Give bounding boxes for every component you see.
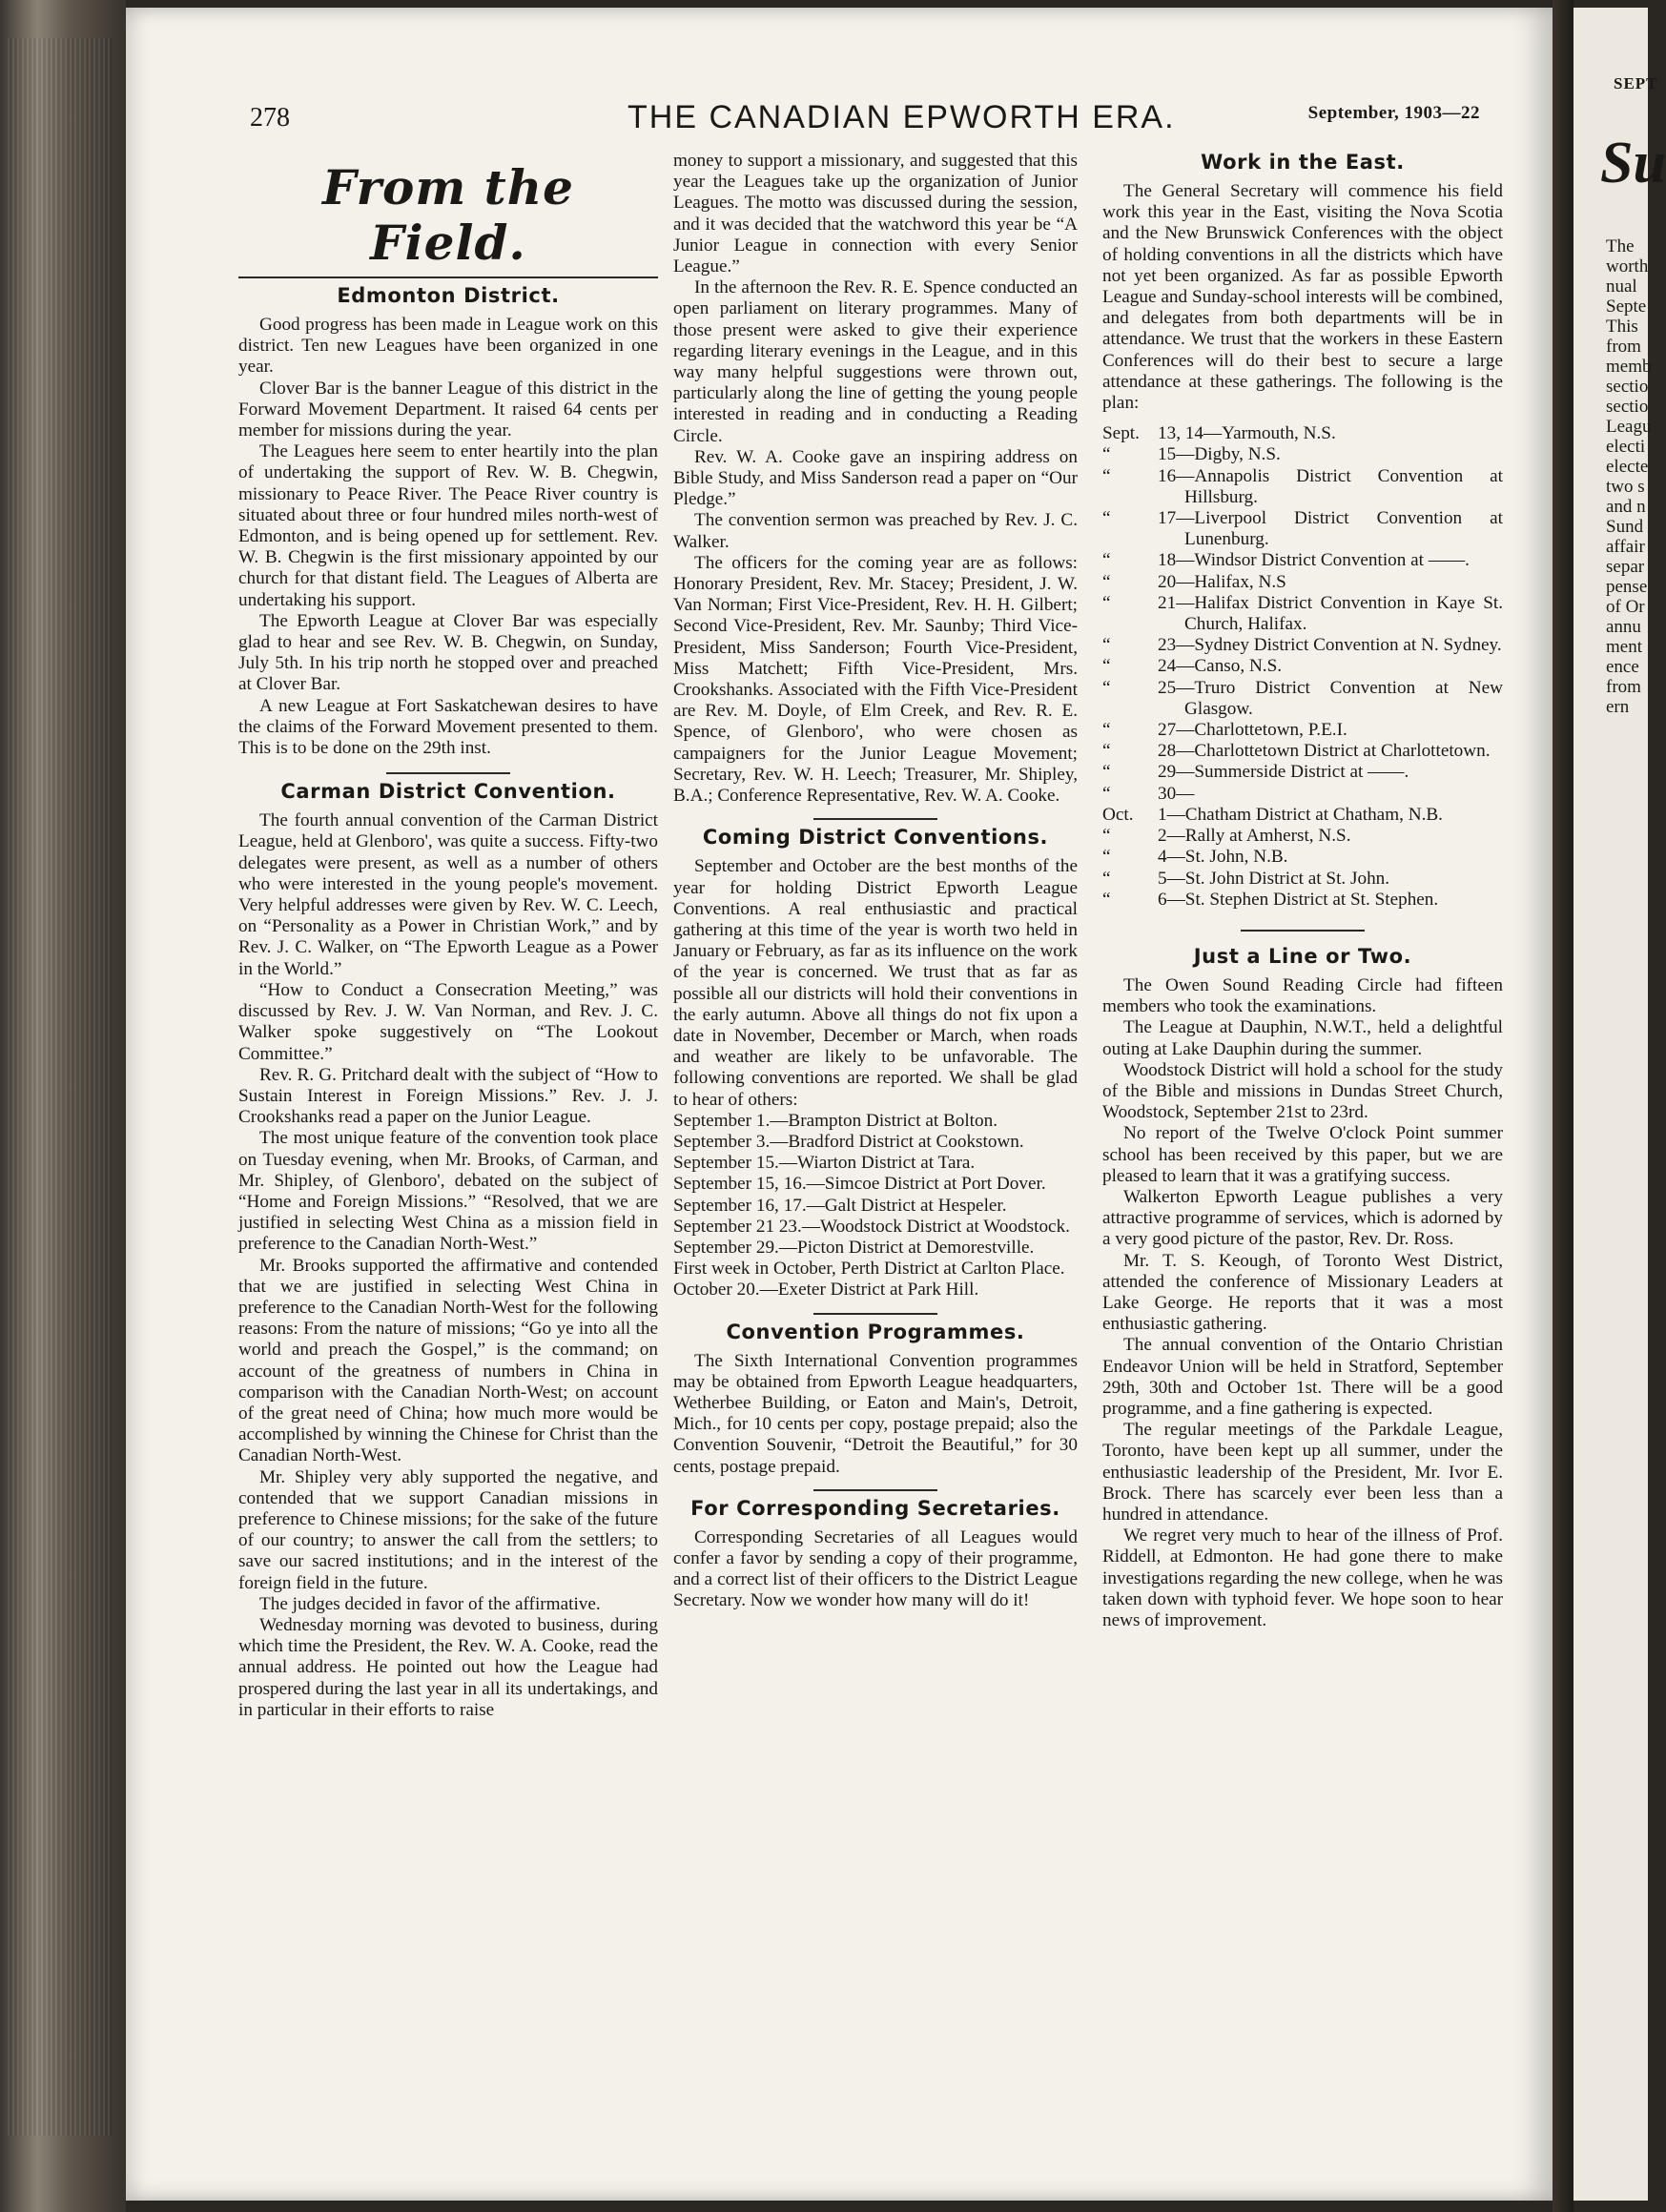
plan-row (1102, 508, 1503, 550)
edmonton-paragraph: Good progress has been made in League work on this district. Ten new Leagues have been organized in one year. (238, 315, 658, 378)
edmonton-paragraph: A new League at Fort Saskatchewan desires to have the claims of the Forward Movement presented to them. This is to be done on the 29th inst. (238, 695, 658, 759)
news-item: The League at Dauphin, N.W.T., held a delightful outing at Lake Dauphin during the summer. (1102, 1017, 1503, 1059)
facing-page-line: memb (1606, 357, 1652, 377)
facing-page-line: two s (1606, 477, 1645, 497)
plan-month-mark: “ (1102, 720, 1111, 741)
carman-paragraph: The most unique feature of the convention took place on Tuesday evening, when Mr. Brooks, of Carman, and Mr. Shipley, of Glenboro', debated on the subject of “Home and Foreign Missions.” “Resolved, that we are justified in selecting West China as a mission field in preference to the Canadian North-West.” (238, 1128, 658, 1255)
page-edges (8, 38, 113, 2136)
plan-month-mark: “ (1102, 635, 1111, 656)
plan-entry: 23—Sydney District Convention at N. Sydney. (1158, 635, 1502, 656)
schedule-item: First week in October, Perth District at Carlton Place. (673, 1259, 1065, 1280)
news-item: The regular meetings of the Parkdale League, Toronto, have been kept up all summer, under the enthusiastic leadership of the President, Mr. Ivor E. Brock. There has scarcely ever been less than a hundred in attendance. (1102, 1420, 1503, 1525)
plan-entry: 27—Charlottetown, P.E.I. (1158, 720, 1347, 741)
facing-page-running-head: SEPT (1614, 74, 1658, 92)
facing-page-line: Sund (1606, 517, 1644, 537)
coming-conventions-intro: September and October are the best months of the year for holding District Epworth League Conventions. A real enthusiastic and practical gathering at this time of the year is worth two held in January or February, as far as its influence on the work of the year is concerned. We trust that as far as possible all our districts will hold their conventions in the early autumn. Above all things do not fix upon a date in November, December or March, when roads and weather are likely to be unfavorable. The following conventions are reported. We shall be glad to hear of others: (673, 856, 1078, 1110)
facing-page-line: This (1606, 317, 1638, 337)
plan-row (1102, 466, 1503, 508)
carman-paragraph: “How to Conduct a Consecration Meeting,” was discussed by Rev. J. W. Van Norman, and Rev. J. C. Walker spoke suggestively on “The Lookout Committee.” (238, 979, 658, 1064)
facing-page-line: annu (1606, 617, 1641, 637)
plan-row (1102, 869, 1503, 890)
schedule-item: October 20.—Exeter District at Park Hill. (673, 1280, 979, 1301)
plan-month-mark: “ (1102, 889, 1111, 910)
plan-month-mark: Oct. (1102, 804, 1134, 825)
plan-entry: 6—St. Stephen District at St. Stephen. (1158, 889, 1439, 910)
facing-page-line: affair (1606, 537, 1645, 557)
plan-entry: 20—Halifax, N.S (1158, 571, 1286, 592)
plan-month-mark: “ (1102, 571, 1111, 592)
schedule-item: September 29.—Picton District at Demorestville. (673, 1237, 1035, 1258)
plan-month-mark: “ (1102, 741, 1111, 762)
news-item: Walkerton Epworth League publishes a very attractive programme of services, which is adorned by a very good picture of the pastor, Rev. Dr. Ross. (1102, 1186, 1503, 1250)
schedule-item: September 3.—Bradford District at Cookstown. (673, 1131, 1024, 1152)
facing-page-line: and n (1606, 497, 1646, 517)
facing-page-line: separ (1606, 557, 1645, 577)
schedule-item: September 21 23.—Woodstock District at Woodstock. (673, 1216, 1070, 1237)
book-gutter (1553, 0, 1573, 2212)
divider (238, 276, 658, 278)
plan-month-mark: “ (1102, 465, 1111, 486)
column-2 (673, 151, 1078, 1612)
corresponding-text: Corresponding Secretaries of all Leagues would confer a favor by sending a copy of their programme, and a correct list of their officers to the District League Secretary. Now we wonder how many will do it! (673, 1526, 1078, 1611)
plan-month-mark: “ (1102, 826, 1111, 847)
divider (813, 1313, 937, 1315)
plan-entry: 18—Windsor District Convention at ——. (1158, 550, 1470, 571)
edmonton-heading: Edmonton District. (337, 284, 560, 307)
news-item: Woodstock District will hold a school for the study of the Bible and missions in Dundas Street Church, Woodstock, September 21st to 23rd. (1102, 1059, 1503, 1123)
coming-conventions-heading: Coming District Conventions. (702, 826, 1049, 850)
schedule-item: September 16, 17.—Galt District at Hespeler. (673, 1195, 1007, 1216)
plan-row (1102, 444, 1503, 465)
plan-entry: 28—Charlottetown District at Charlottetown. (1158, 741, 1491, 762)
divider (1241, 930, 1365, 932)
news-item: Mr. T. S. Keough, of Toronto West District, attended the conference of Missionary Leaders at Lake George. He reports that it was a most enthusiastic gathering. (1102, 1250, 1503, 1335)
schedule-item: September 1.—Brampton District at Bolton. (673, 1110, 998, 1131)
news-item: The Owen Sound Reading Circle had fifteen members who took the examinations. (1102, 974, 1503, 1017)
plan-entry: 21—Halifax District Convention in Kaye St. Church, Halifax. (1158, 592, 1503, 635)
page-number: 278 (250, 103, 290, 133)
carman-paragraph: The convention sermon was preached by Rev. J. C. Walker. (673, 510, 1078, 552)
plan-entry: 29—Summerside District at ——. (1158, 762, 1409, 783)
plan-row (1102, 890, 1503, 911)
plan-month-mark: “ (1102, 868, 1111, 889)
carman-paragraph: The officers for the coming year are as follows: Honorary President, Rev. Mr. Stacey; President, J. W. Van Norman; First Vice-President, Rev. H. H. Gilbert; Second Vice-President, Rev. Mr. Saunby; Third Vice-President, Miss Sanderson; Fourth Vice-President, Miss Matchett; Fifth Vice-President, Mrs. Crookshanks. Associated with the Fifth Vice-President are Rev. M. Doyle, of Elm Creek, and Rev. R. E. Spence, of Glenboro', who were chosen as campaigners for the Junior League Movement; Secretary, Rev. W. H. Leech; Treasurer, Mr. Shipley, B.A.; Conference Representative, Rev. W. A. Cooke. (673, 552, 1078, 807)
corresponding-heading: For Corresponding Secretaries. (690, 1496, 1060, 1520)
plan-month-mark: “ (1102, 677, 1111, 698)
plan-row (1102, 572, 1503, 593)
plan-month-mark: “ (1102, 444, 1111, 465)
line-or-two-items (1102, 975, 1503, 1631)
plan-row (1102, 423, 1503, 444)
plan-month-mark: “ (1102, 508, 1111, 529)
plan-row (1102, 593, 1503, 635)
facing-page-line: ment (1606, 637, 1642, 657)
divider (813, 818, 937, 820)
plan-row (1102, 720, 1503, 741)
department-title: From the Field. (322, 159, 574, 271)
programmes-text: The Sixth International Convention programmes may be obtained from Epworth League headquarters, Wetherbee Building, or Eaton and Main's, Detroit, Mich., for 10 cents per copy, postage prepaid; also the Convention Souvenir, “Detroit the Beautiful,” for 30 cents, postage prepaid. (673, 1350, 1078, 1477)
carman-paragraph: Mr. Brooks supported the affirmative and contended that we are justified in selecting West China in preference to the Canadian North-West for the following reasons: From the nature of missions; “Go ye into all the world and preach the Gospel,” is the command; on account of the greatness of numbers in China in comparison with the Canadian North-West; on account of the great need of China; how much more would be accomplished by winning the Chinese for Christ than the Canadian North-West. (238, 1255, 658, 1466)
divider (813, 1489, 937, 1491)
plan-row (1102, 635, 1503, 656)
plan-entry: 2—Rally at Amherst, N.S. (1158, 826, 1351, 847)
plan-row (1102, 741, 1503, 762)
plan-month-mark: “ (1102, 847, 1111, 868)
plan-entry: 1—Chatham District at Chatham, N.B. (1158, 804, 1443, 825)
plan-entry: 5—St. John District at St. John. (1158, 868, 1390, 889)
schedule-item: September 15, 16.—Simcoe District at Port Dover. (673, 1174, 1046, 1195)
plan-entry: 16—Annapolis District Convention at Hillsburg. (1158, 465, 1503, 507)
facing-page-line: electi (1606, 437, 1646, 457)
edmonton-paragraph: The Epworth League at Clover Bar was especially glad to hear and see Rev. W. B. Chegwin, on Sunday, July 5th. In his trip north he stopped over and preached at Clover Bar. (238, 610, 658, 695)
east-plan (1102, 423, 1503, 911)
plan-month-mark: “ (1102, 783, 1111, 804)
plan-row (1102, 805, 1503, 826)
plan-row (1102, 762, 1503, 783)
plan-row (1102, 550, 1503, 571)
carman-paragraph: Mr. Shipley very ably supported the negative, and contended that we support Canadian missions in preference to Chinese missions; for the sake of the future of our country; to answer the call from the settlers; to save our sacred institutions; and in the interest of the foreign field in the future. (238, 1466, 658, 1593)
east-heading: Work in the East. (1201, 151, 1405, 174)
facing-page-line: sectio (1606, 397, 1649, 417)
plan-entry: 25—Truro District Convention at New Glasgow. (1158, 677, 1503, 719)
plan-row (1102, 826, 1503, 847)
plan-row (1102, 656, 1503, 677)
plan-month-mark: “ (1102, 592, 1111, 613)
plan-row (1102, 784, 1503, 805)
plan-entry: 17—Liverpool District Convention at Lunenburg. (1158, 508, 1503, 550)
facing-page-line: Leagu (1606, 417, 1652, 437)
plan-month-mark: “ (1102, 656, 1111, 677)
plan-entry: 15—Digby, N.S. (1158, 444, 1281, 465)
column-1 (238, 151, 658, 1721)
facing-page-line: of Or (1606, 597, 1645, 617)
edmonton-paragraph: Clover Bar is the banner League of this district in the Forward Movement Department. It raised 64 cents per member for missions during the year. (238, 378, 658, 441)
carman-paragraph: Rev. R. G. Pritchard dealt with the subject of “How to Sustain Interest in Foreign Missions.” Rev. J. J. Crookshanks read a paper on the Junior League. (238, 1064, 658, 1128)
facing-page-line: pense (1606, 577, 1648, 597)
facing-page-line: The (1606, 236, 1635, 256)
facing-page-edge (1573, 8, 1666, 2201)
facing-page-title-fragment: Su (1600, 131, 1666, 195)
news-item: The annual convention of the Ontario Christian Endeavor Union will be held in Stratford, September 29th, 30th and October 1st. There will be a good programme, and a fine gathering is expected. (1102, 1335, 1503, 1419)
news-item: We regret very much to hear of the illness of Prof. Riddell, at Edmonton. He had gone there to make investigations regarding the new college, when he was taken down with typhoid fever. We hope soon to hear news of improvement. (1102, 1526, 1503, 1630)
plan-entry: 30— (1158, 783, 1195, 804)
news-item: No report of the Twelve O'clock Point summer school has been received by this paper, but we are pleased to learn that it was a gratifying success. (1102, 1123, 1503, 1186)
east-text: The General Secretary will commence his field work this year in the East, visiting the Nova Scotia and the New Brunswick Conferences with the object of holding conventions in all the districts which have not yet been organized. As far as possible Epworth League and Sunday-school interests will be combined, and delegates from both departments will be in attendance. We trust that the workers in these Eastern Conferences will do their best to secure a large attendance at these gatherings. The following is the plan: (1102, 181, 1503, 414)
facing-page-text-fragments (1606, 236, 1663, 717)
facing-page-line: ence (1606, 657, 1639, 677)
carman-paragraph: In the afternoon the Rev. R. E. Spence conducted an open parliament on literary programmes. Many of those present were asked to give their experience regarding literary evenings in the League, and in this way many helpful suggestions were thrown out, particularly along the line of getting the young people interested in reading and in conducting a Reading Circle. (673, 277, 1078, 446)
carman-paragraph: money to support a missionary, and suggested that this year the Leagues take up the organization of Junior Leagues. The motto was discussed during the session, and it was decided that the watchword this year be “A Junior League in connection with every Senior League.” (673, 151, 1078, 277)
schedule-item: September 15.—Wiarton District at Tara. (673, 1153, 976, 1174)
convention-schedule (673, 1111, 1078, 1301)
journal-title: THE CANADIAN EPWORTH ERA. (627, 99, 1176, 135)
divider (386, 772, 510, 774)
plan-entry: 4—St. John, N.B. (1158, 847, 1288, 868)
facing-page-line: electe (1606, 457, 1649, 477)
facing-page-line: from (1606, 337, 1641, 357)
plan-entry: 13, 14—Yarmouth, N.S. (1158, 423, 1336, 444)
plan-row (1102, 847, 1503, 868)
carman-paragraph: Wednesday morning was devoted to business, during which time the President, the Rev. W. A. Cooke, read the annual address. He pointed out how the League had prospered during the last year in all its undertakings, and in particular in their efforts to raise (238, 1614, 658, 1720)
plan-month-mark: “ (1102, 550, 1111, 571)
programmes-heading: Convention Programmes. (726, 1320, 1025, 1343)
book-spine (0, 0, 126, 2212)
facing-page-line: ern (1606, 697, 1630, 717)
carman-heading: Carman District Convention. (280, 780, 616, 804)
carman-paragraph: Rev. W. A. Cooke gave an inspiring address on Bible Study, and Miss Sanderson read a paper on “Our Pledge.” (673, 446, 1078, 510)
plan-row (1102, 678, 1503, 720)
column-3 (1102, 151, 1503, 1631)
plan-month-mark: Sept. (1102, 423, 1140, 444)
page-header (250, 99, 1480, 141)
edmonton-paragraph: The Leagues here seem to enter heartily into the plan of undertaking the support of Rev. W. B. Chegwin, missionary to Peace River. The Peace River country is situated about three or four hundred miles north-west of Edmonton, and is being opened up for settlement. Rev. W. B. Chegwin is the first missionary appointed by our church for that distant field. The Leagues of Alberta are undertaking his support. (238, 441, 658, 610)
facing-page-line: Septe (1606, 297, 1647, 317)
facing-page-line: sectio (1606, 377, 1649, 397)
issue-date: September, 1903—22 (1307, 103, 1480, 123)
carman-paragraph: The judges decided in favor of the affirmative. (259, 1593, 601, 1614)
plan-entry: 24—Canso, N.S. (1158, 656, 1283, 677)
plan-month-mark: “ (1102, 762, 1111, 783)
carman-paragraph: The fourth annual convention of the Carman District League, held at Glenboro', was quite a success. Fifty-two delegates were present, as well as a number of others who were interested in the young people's movement. Very helpful addresses were given by Rev. W. C. Leech, on “Personality as a Power in Christian Work,” and by Rev. J. C. Walker, on “The Epworth League as a Power in the World.” (238, 810, 658, 979)
facing-page-line: nual (1606, 276, 1637, 297)
facing-page-line: from (1606, 677, 1641, 697)
facing-page-line: worth (1606, 256, 1649, 276)
line-or-two-heading: Just a Line or Two. (1193, 944, 1412, 968)
